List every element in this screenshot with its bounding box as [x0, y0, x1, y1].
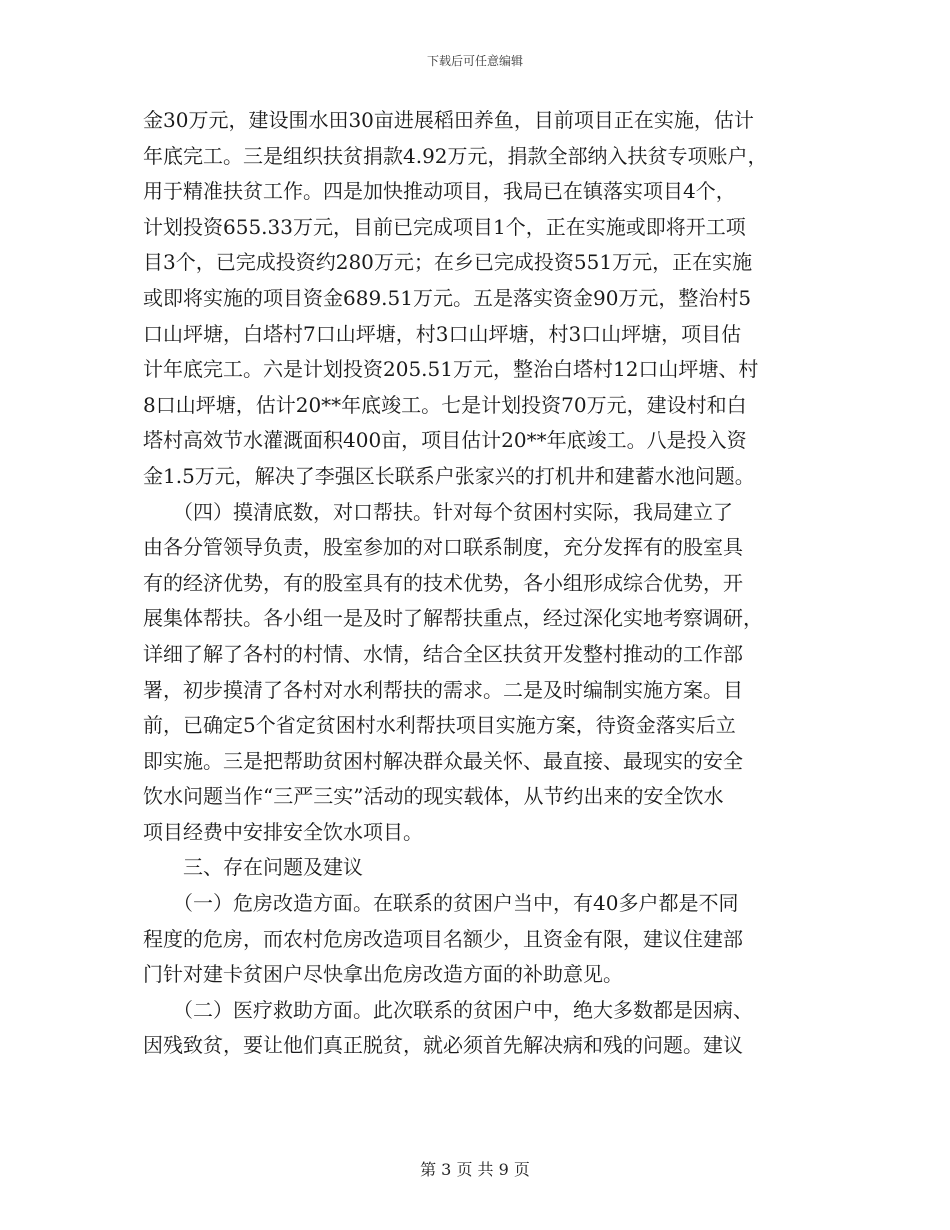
page-header: 下载后可任意编辑: [426, 54, 523, 68]
text-line: 饮水问题当作“三严三实”活动的现实载体，从节约出来的安全饮水: [143, 784, 724, 809]
text-line: 展集体帮扶。各小组一是及时了解帮扶重点，经过深化实地考察调研，: [143, 606, 763, 631]
text-line: 署，初步摸清了各村对水利帮扶的需求。二是及时编制实施方案。目: [143, 677, 743, 702]
section-heading: 三、存在问题及建议: [143, 855, 363, 880]
text-line: 目3个，已完成投资约280万元；在乡已完成投资551万元，正在实施: [143, 250, 753, 275]
text-line: 塔村高效节水灌溉面积400亩，项目估计20**年底竣工。八是投入资: [143, 428, 747, 453]
text-line: 用于精准扶贫工作。四是加快推动项目，我局已在镇落实项目4个，: [143, 179, 736, 204]
text-line: 年底完工。三是组织扶贫捐款4.92万元，捐款全部纳入扶贫专项账户，: [143, 143, 768, 168]
document-body: [143, 103, 810, 1064]
paragraph-line: （二）医疗救助方面。此次联系的贫困户中，绝大多数都是因病、: [143, 997, 753, 1022]
text-line: 金1.5万元，解决了李强区长联系户张家兴的打机井和建蓄水池问题。: [143, 463, 755, 488]
page-footer: 第 3 页 共 9 页: [420, 1160, 530, 1179]
text-line: 或即将实施的项目资金689.51万元。五是落实资金90万元，整治村5: [143, 285, 752, 310]
text-line: 计年底完工。六是计划投资205.51万元，整治白塔村12口山坪塘、村: [143, 357, 759, 382]
text-line: 计划投资655.33万元，目前已完成项目1个，正在实施或即将开工项: [143, 214, 746, 239]
text-line: 详细了解了各村的村情、水情，结合全区扶贫开发整村推动的工作部: [143, 641, 743, 666]
text-line: 门针对建卡贫困户尽快拿出危房改造方面的补助意见。: [143, 962, 623, 987]
text-line: 8口山坪塘，估计20**年底竣工。七是计划投资70万元，建设村和白: [143, 392, 747, 417]
text-line: 有的经济优势，有的股室具有的技术优势，各小组形成综合优势，开: [143, 570, 743, 595]
text-line: 因残致贫，要让他们真正脱贫，就必须首先解决病和残的问题。建议: [143, 1033, 743, 1058]
text-line: 前，已确定5个省定贫困村水利帮扶项目实施方案，待资金落实后立: [143, 713, 736, 738]
paragraph-line: （四）摸清底数，对口帮扶。针对每个贫困村实际，我局建立了: [143, 499, 733, 524]
text-line: 即实施。三是把帮助贫困村解决群众最关怀、最直接、最现实的安全: [143, 748, 743, 773]
text-line: 口山坪塘，白塔村7口山坪塘，村3口山坪塘，村3口山坪塘，项目估: [143, 321, 742, 346]
text-line: 金30万元，建设围水田30亩进展稻田养鱼，目前项目正在实施，估计: [143, 108, 754, 132]
paragraph-line: （一）危房改造方面。在联系的贫困户当中，有40多户都是不同: [143, 891, 739, 916]
text-line: 程度的危房，而农村危房改造项目名额少，且资金有限，建议住建部: [143, 926, 743, 951]
text-line: 项目经费中安排安全饮水项目。: [143, 819, 423, 844]
text-line: 由各分管领导负责，股室参加的对口联系制度，充分发挥有的股室具: [143, 535, 743, 560]
